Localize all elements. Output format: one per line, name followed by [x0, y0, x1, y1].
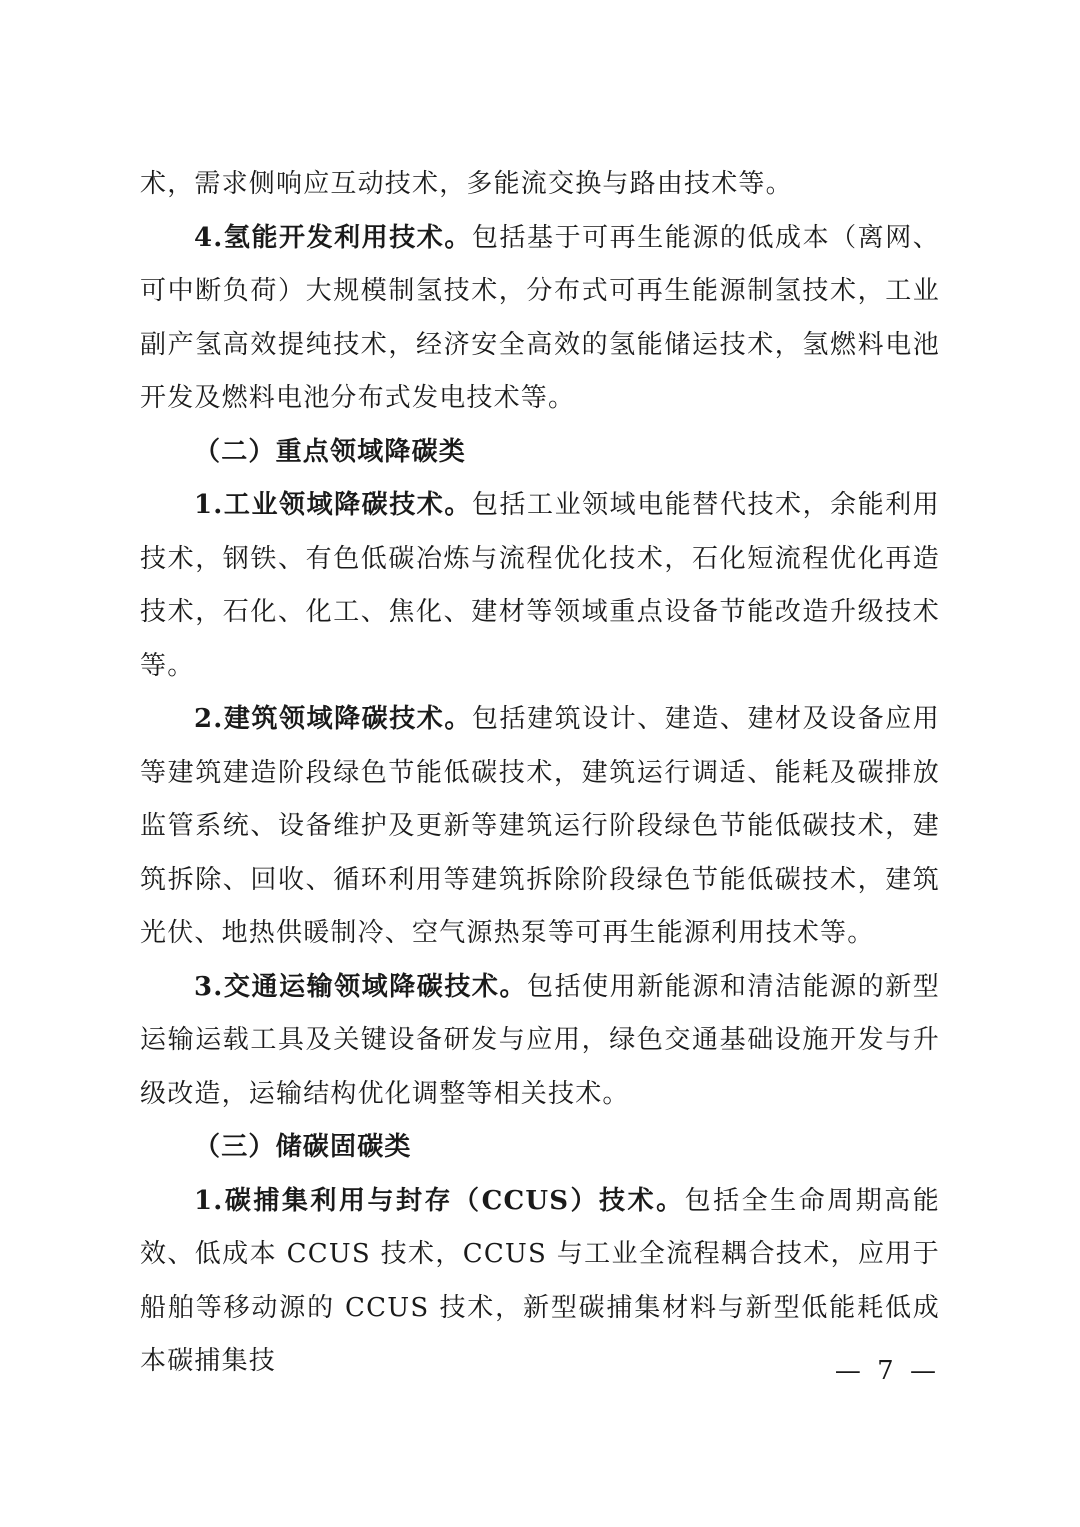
- section-heading-text: （三）储碳固碳类: [194, 1132, 412, 1162]
- paragraph-text: 包括建筑设计、建造、建材及设备应用等建筑建造阶段绿色节能低碳技术，建筑运行调适、能耗及碳排放监管系统、设备维护及更新等建筑运行阶段绿色节能低碳技术，建筑拆除、回收、循环利用等建筑拆除阶段绿色节能低碳技术，建筑光伏、地热供暖制冷、空气源热泵等可再生能源利用技术等。: [140, 704, 940, 948]
- paragraph-lead: 3.交通运输领域降碳技术。: [194, 971, 528, 1002]
- paragraph-continuation: [140, 158, 940, 212]
- section-heading-text: （二）重点领域降碳类: [194, 436, 467, 467]
- paragraph-text: 包括使用新能源和清洁能源的新型运输运载工具及关键设备研发与应用，绿色交通基础设施开发与升级改造，运输结构优化调整等相关技术。: [140, 971, 940, 1109]
- paragraph-lead: 1.工业领域降碳技术。: [194, 490, 472, 520]
- paragraph-text: 包括基于可再生能源的低成本（离网、可中断负荷）大规模制氢技术，分布式可再生能源制氢技术，工业副产氢高效提纯技术，经济安全高效的氢能储运技术，氢燃料电池开发及燃料电池分布式发电技术等。: [140, 222, 940, 413]
- document-body: [140, 158, 940, 1389]
- paragraph-text: 包括全生命周期高能效、低成本 CCUS 技术，CCUS 与工业全流程耦合技术，应用于船舶等移动源的 CCUS 技术，新型碳捕集材料与新型低能耗低成本碳捕集技: [140, 1185, 941, 1376]
- paragraph-hydrogen-tech: [140, 212, 940, 426]
- page-number: — 7 —: [834, 1356, 940, 1386]
- paragraph-text: 包括工业领域电能替代技术，余能利用技术，钢铁、有色低碳冶炼与流程优化技术，石化短流程优化再造技术，石化、化工、焦化、建材等领域重点设备节能改造升级技术等。: [140, 490, 940, 681]
- paragraph-building-tech: [140, 693, 940, 961]
- paragraph-lead: 4.氢能开发利用技术。: [194, 222, 472, 253]
- paragraph-lead: 2.建筑领域降碳技术。: [194, 704, 472, 734]
- paragraph-transport-tech: [140, 961, 940, 1122]
- paragraph-lead: 1.碳捕集利用与封存（CCUS）技术。: [194, 1185, 685, 1216]
- section-heading-key-fields: [140, 426, 940, 480]
- paragraph-industry-tech: [140, 479, 940, 693]
- section-heading-carbon-storage: [140, 1121, 940, 1175]
- paragraph-text: 术，需求侧响应互动技术，多能流交换与路由技术等。: [140, 169, 793, 199]
- paragraph-ccus-tech: [140, 1175, 940, 1389]
